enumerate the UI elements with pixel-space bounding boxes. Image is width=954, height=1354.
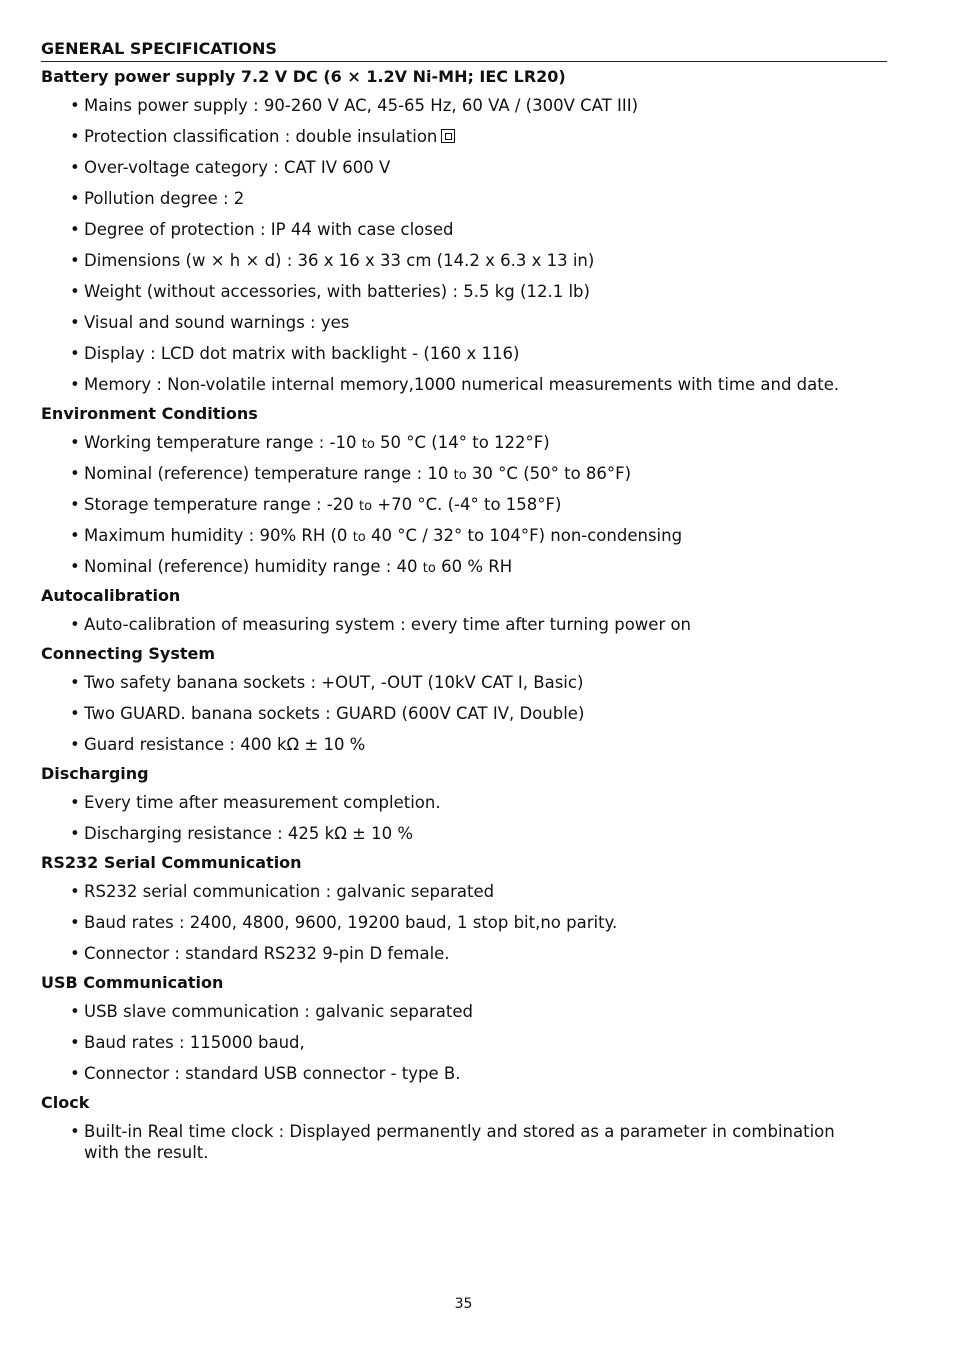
spec-item bbox=[41, 339, 887, 370]
section-heading: RS232 Serial Communication bbox=[41, 853, 302, 872]
section-heading: USB Communication bbox=[41, 973, 224, 992]
spec-list bbox=[41, 788, 887, 850]
spec-list bbox=[41, 668, 887, 761]
spec-item bbox=[41, 459, 887, 490]
spec-text-end: 60 % RH bbox=[435, 557, 513, 576]
bullet: • bbox=[70, 464, 80, 483]
bullet: • bbox=[70, 96, 80, 115]
bullet: • bbox=[70, 1033, 80, 1052]
spec-item bbox=[41, 1059, 887, 1090]
spec-list bbox=[41, 428, 887, 583]
spec-text: Over-voltage category : CAT IV 600 V bbox=[84, 158, 391, 177]
spec-text: Pollution degree : 2 bbox=[84, 189, 245, 208]
bullet: • bbox=[70, 1122, 80, 1141]
spec-list bbox=[41, 1117, 887, 1163]
spec-text: USB slave communication : galvanic separated bbox=[84, 1002, 473, 1021]
bullet: • bbox=[70, 344, 80, 363]
section-heading: Clock bbox=[41, 1093, 90, 1112]
spec-item bbox=[41, 490, 887, 521]
bullet: • bbox=[70, 704, 80, 723]
spec-text: Two GUARD. banana sockets : GUARD (600V CAT IV, Double) bbox=[84, 704, 585, 723]
spec-item bbox=[41, 91, 887, 122]
bullet: • bbox=[70, 251, 80, 270]
spec-item bbox=[41, 908, 887, 939]
spec-item bbox=[41, 428, 887, 459]
spec-item bbox=[41, 215, 887, 246]
spec-item bbox=[41, 246, 887, 277]
page-title: GENERAL SPECIFICATIONS bbox=[41, 38, 887, 62]
spec-content bbox=[41, 64, 887, 1163]
spec-item bbox=[41, 610, 887, 641]
section-heading: Autocalibration bbox=[41, 586, 181, 605]
spec-text: RS232 serial communication : galvanic separated bbox=[84, 882, 495, 901]
bullet: • bbox=[70, 882, 80, 901]
spec-text: Baud rates : 2400, 4800, 9600, 19200 baud, 1 stop bit,no parity. bbox=[84, 913, 618, 932]
spec-item bbox=[41, 819, 887, 850]
spec-text: Protection classification : double insulation bbox=[84, 127, 438, 146]
spec-text: Mains power supply : 90-260 V AC, 45-65 Hz, 60 VA / (300V CAT III) bbox=[84, 96, 639, 115]
spec-text: Weight (without accessories, with batteries) : 5.5 kg (12.1 lb) bbox=[84, 282, 590, 301]
spec-item bbox=[41, 122, 887, 153]
spec-text: Degree of protection : IP 44 with case closed bbox=[84, 220, 454, 239]
spec-text: Memory : Non-volatile internal memory,1000 numerical measurements with time and date. bbox=[84, 375, 840, 394]
bullet: • bbox=[70, 158, 80, 177]
spec-text: Display : LCD dot matrix with backlight - (160 x 116) bbox=[84, 344, 520, 363]
bullet: • bbox=[70, 220, 80, 239]
bullet: • bbox=[70, 673, 80, 692]
bullet: • bbox=[70, 1002, 80, 1021]
spec-item bbox=[41, 1117, 887, 1163]
spec-text-start: Maximum humidity : 90% RH (0 bbox=[84, 526, 353, 545]
section-heading: Connecting System bbox=[41, 644, 216, 663]
spec-text: Connector : standard USB connector - type B. bbox=[84, 1064, 461, 1083]
spec-text: Visual and sound warnings : yes bbox=[84, 313, 350, 332]
double-insulation-icon bbox=[441, 129, 455, 143]
bullet: • bbox=[70, 375, 80, 394]
spec-item bbox=[41, 370, 887, 401]
bullet: • bbox=[70, 793, 80, 812]
spec-text: Discharging resistance : 425 kΩ ± 10 % bbox=[84, 824, 414, 843]
bullet: • bbox=[70, 495, 80, 514]
spec-item bbox=[41, 153, 887, 184]
range-word: to bbox=[422, 561, 436, 576]
range-word: to bbox=[361, 437, 375, 452]
spec-item bbox=[41, 877, 887, 908]
bullet: • bbox=[70, 313, 80, 332]
spec-item bbox=[41, 730, 887, 761]
spec-item bbox=[41, 308, 887, 339]
spec-text: Two safety banana sockets : +OUT, -OUT (10kV CAT I, Basic) bbox=[84, 673, 584, 692]
bullet: • bbox=[70, 557, 80, 576]
spec-list bbox=[41, 997, 887, 1090]
page-number: 35 bbox=[454, 1296, 473, 1312]
spec-item bbox=[41, 552, 887, 583]
range-word: to bbox=[352, 530, 366, 545]
spec-item bbox=[41, 997, 887, 1028]
spec-list bbox=[41, 91, 887, 401]
spec-item bbox=[41, 939, 887, 970]
spec-item bbox=[41, 521, 887, 552]
bullet: • bbox=[70, 735, 80, 754]
spec-text: Guard resistance : 400 kΩ ± 10 % bbox=[84, 735, 366, 754]
spec-item bbox=[41, 277, 887, 308]
spec-text: Auto-calibration of measuring system : every time after turning power on bbox=[84, 615, 692, 634]
spec-text: Every time after measurement completion. bbox=[84, 793, 441, 812]
section-heading: Battery power supply 7.2 V DC (6 × 1.2V Ni-MH; IEC LR20) bbox=[41, 67, 566, 86]
spec-text-start: Storage temperature range : -20 bbox=[84, 495, 359, 514]
spec-text-end: 40 °C / 32° to 104°F) non-condensing bbox=[365, 526, 683, 545]
bullet: • bbox=[70, 433, 80, 452]
bullet: • bbox=[70, 944, 80, 963]
spec-item bbox=[41, 184, 887, 215]
spec-list bbox=[41, 877, 887, 970]
spec-text-start: Nominal (reference) humidity range : 40 bbox=[84, 557, 423, 576]
spec-text-start: Nominal (reference) temperature range : 10 bbox=[84, 464, 454, 483]
bullet: • bbox=[70, 189, 80, 208]
range-word: to bbox=[453, 468, 467, 483]
spec-text: Built-in Real time clock : Displayed permanently and stored as a parameter in combination with the result. bbox=[84, 1122, 835, 1162]
bullet: • bbox=[70, 127, 80, 146]
spec-item bbox=[41, 788, 887, 819]
bullet: • bbox=[70, 824, 80, 843]
spec-text: Connector : standard RS232 9-pin D female. bbox=[84, 944, 450, 963]
spec-text: Baud rates : 115000 baud, bbox=[84, 1033, 305, 1052]
range-word: to bbox=[358, 499, 373, 514]
spec-item bbox=[41, 668, 887, 699]
spec-list bbox=[41, 610, 887, 641]
bullet: • bbox=[70, 282, 80, 301]
spec-text-start: Working temperature range : -10 bbox=[84, 433, 362, 452]
spec-text: Dimensions (w × h × d) : 36 x 16 x 33 cm (14.2 x 6.3 x 13 in) bbox=[84, 251, 595, 270]
spec-item bbox=[41, 699, 887, 730]
bullet: • bbox=[70, 1064, 80, 1083]
bullet: • bbox=[70, 913, 80, 932]
spec-text-end: +70 °C. (-4° to 158°F) bbox=[372, 495, 562, 514]
spec-item bbox=[41, 1028, 887, 1059]
section-heading: Discharging bbox=[41, 764, 149, 783]
spec-text-end: 30 °C (50° to 86°F) bbox=[466, 464, 632, 483]
bullet: • bbox=[70, 526, 80, 545]
bullet: • bbox=[70, 615, 80, 634]
spec-text-end: 50 °C (14° to 122°F) bbox=[374, 433, 550, 452]
section-heading: Environment Conditions bbox=[41, 404, 258, 423]
